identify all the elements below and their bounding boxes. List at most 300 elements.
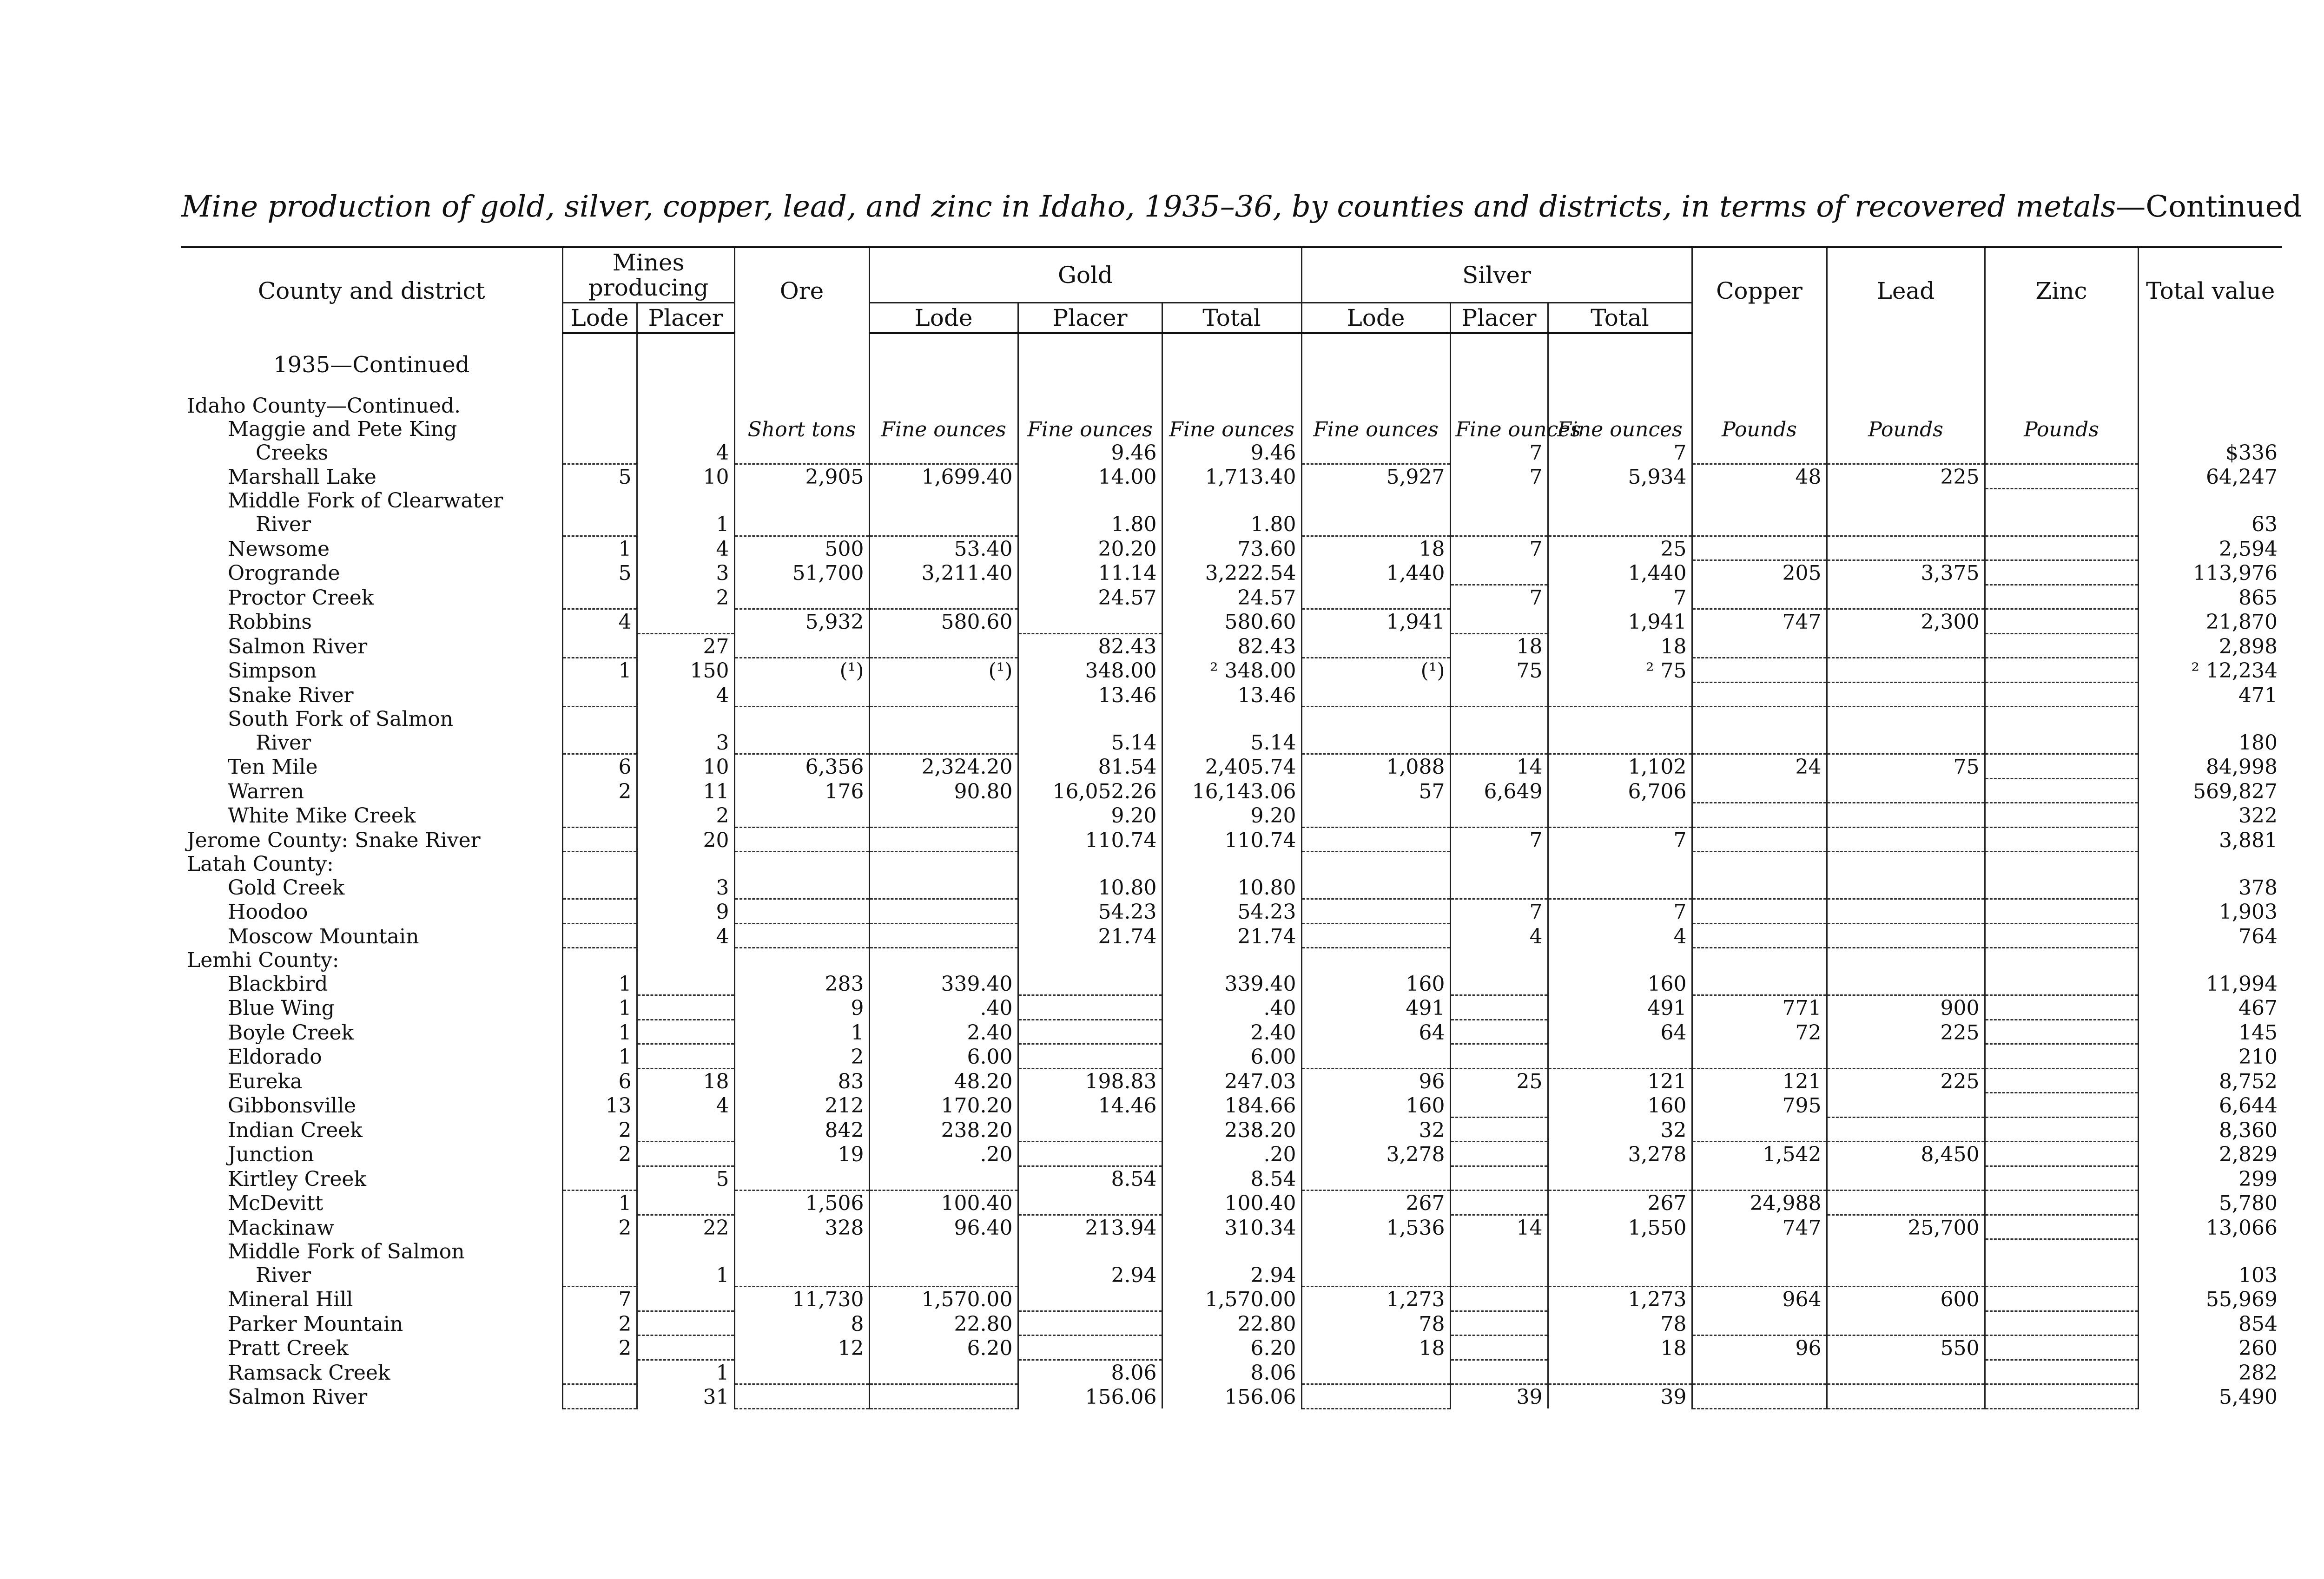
cell-ore <box>734 1263 869 1287</box>
district-name: Newsome <box>228 537 330 561</box>
cell-lead <box>1827 875 1985 899</box>
table-row <box>181 464 2282 489</box>
header-gold: Gold <box>869 247 1301 303</box>
cell-lead <box>1827 1191 1985 1215</box>
cell-silver-placer: 39 <box>1450 1384 1548 1409</box>
district-name: Junction <box>228 1143 314 1166</box>
table-row <box>181 972 2282 995</box>
cell-total-value: 322 <box>2138 803 2282 828</box>
cell-silver-lode <box>1301 682 1450 707</box>
cell-lead <box>1827 1117 1985 1142</box>
unit-label: Fine ounces <box>1548 417 1692 441</box>
cell-gold-lode: 170.20 <box>869 1093 1018 1118</box>
cell-gold-lode: 339.40 <box>869 972 1018 995</box>
cell-ore <box>734 923 869 948</box>
cell-gold-lode: 238.20 <box>869 1117 1018 1142</box>
cell-ore: 9 <box>734 995 869 1020</box>
cell-gold-lode: (¹) <box>869 658 1018 683</box>
cell-gold-placer <box>1018 1311 1162 1336</box>
cell-mines-placer: 3 <box>637 730 734 754</box>
cell-lead <box>1827 1093 1985 1118</box>
cell-gold-total: 22.80 <box>1162 1311 1301 1336</box>
district-name: Ten Mile <box>228 755 318 779</box>
cell-mines-lode: 4 <box>562 609 637 634</box>
cell-lead <box>1827 512 1985 536</box>
cell-total-value: 854 <box>2138 1311 2282 1336</box>
table-row <box>181 1093 2282 1118</box>
cell-gold-total: 2,405.74 <box>1162 754 1301 779</box>
unit-label: Fine ounces <box>869 417 1018 441</box>
cell-zinc <box>1985 1044 2138 1069</box>
cell-silver-total: 1,550 <box>1548 1215 1692 1239</box>
cell-silver-lode: 1,941 <box>1301 609 1450 634</box>
cell-mines-placer <box>637 1020 734 1044</box>
table-row <box>181 682 2282 707</box>
cell-silver-lode <box>1301 1263 1450 1287</box>
cell-silver-lode: 5,927 <box>1301 464 1450 489</box>
table-subheading-row <box>181 488 2282 512</box>
cell-silver-placer <box>1450 1336 1548 1360</box>
cell-gold-placer <box>1018 609 1162 634</box>
cell-gold-total: 9.20 <box>1162 803 1301 828</box>
table-row <box>181 1336 2282 1360</box>
cell-gold-total: 73.60 <box>1162 536 1301 560</box>
cell-zinc <box>1985 536 2138 560</box>
cell-mines-lode: 1 <box>562 1044 637 1069</box>
cell-gold-lode <box>869 441 1018 464</box>
district-name: Simpson <box>228 659 317 683</box>
cell-gold-lode <box>869 1166 1018 1191</box>
cell-copper: 24,988 <box>1692 1191 1827 1215</box>
cell-total-value: 8,360 <box>2138 1117 2282 1142</box>
cell-silver-lode <box>1301 1166 1450 1191</box>
cell-gold-placer <box>1018 1117 1162 1142</box>
cell-zinc <box>1985 827 2138 852</box>
cell-zinc <box>1985 899 2138 924</box>
table-row <box>181 633 2282 658</box>
cell-silver-lode: (¹) <box>1301 658 1450 683</box>
unit-label: Pounds <box>1827 417 1985 441</box>
cell-silver-lode: 267 <box>1301 1191 1450 1215</box>
header-total-value: Total value <box>2138 247 2282 333</box>
cell-gold-total: 8.06 <box>1162 1360 1301 1384</box>
cell-zinc <box>1985 609 2138 634</box>
cell-silver-lode: 1,273 <box>1301 1287 1450 1311</box>
cell-ore: 283 <box>734 972 869 995</box>
cell-ore <box>734 682 869 707</box>
table-row <box>181 827 2282 852</box>
cell-silver-lode <box>1301 803 1450 828</box>
cell-lead <box>1827 899 1985 924</box>
cell-silver-total: 1,273 <box>1548 1287 1692 1311</box>
cell-mines-lode <box>562 1263 637 1287</box>
cell-lead <box>1827 536 1985 560</box>
cell-copper <box>1692 1384 1827 1409</box>
cell-gold-placer: 54.23 <box>1018 899 1162 924</box>
table-subheading-row <box>181 948 2282 972</box>
cell-mines-placer <box>637 1287 734 1311</box>
cell-total-value: 84,998 <box>2138 754 2282 779</box>
cell-total-value: 210 <box>2138 1044 2282 1069</box>
table-row <box>181 1142 2282 1166</box>
cell-copper <box>1692 441 1827 464</box>
cell-copper <box>1692 658 1827 683</box>
table-row <box>181 512 2282 536</box>
cell-silver-placer <box>1450 1093 1548 1118</box>
cell-zinc <box>1985 658 2138 683</box>
cell-mines-placer: 1 <box>637 512 734 536</box>
cell-gold-total: 82.43 <box>1162 633 1301 658</box>
cell-gold-placer <box>1018 1044 1162 1069</box>
cell-mines-placer: 4 <box>637 441 734 464</box>
cell-silver-placer <box>1450 1191 1548 1215</box>
table-row <box>181 1044 2282 1069</box>
header-gold-total: Total <box>1162 303 1301 334</box>
cell-copper: 1,542 <box>1692 1142 1827 1166</box>
cell-lead <box>1827 803 1985 828</box>
cell-lead <box>1827 778 1985 803</box>
district-name: Latah County: <box>187 852 334 876</box>
cell-gold-placer: 24.57 <box>1018 585 1162 609</box>
cell-ore <box>734 803 869 828</box>
district-name: Blackbird <box>228 972 328 996</box>
cell-gold-total: 3,222.54 <box>1162 560 1301 585</box>
district-name: McDevitt <box>228 1191 324 1215</box>
cell-gold-total: 238.20 <box>1162 1117 1301 1142</box>
cell-silver-placer: 7 <box>1450 827 1548 852</box>
cell-gold-placer <box>1018 1142 1162 1166</box>
cell-lead: 550 <box>1827 1336 1985 1360</box>
cell-mines-placer: 11 <box>637 778 734 803</box>
unit-label: Fine ounces <box>1301 417 1450 441</box>
cell-gold-placer: 14.46 <box>1018 1093 1162 1118</box>
cell-silver-placer <box>1450 875 1548 899</box>
cell-gold-placer: 213.94 <box>1018 1215 1162 1239</box>
cell-silver-placer <box>1450 1117 1548 1142</box>
cell-silver-placer: 14 <box>1450 754 1548 779</box>
cell-gold-lode <box>869 512 1018 536</box>
cell-gold-placer: 11.14 <box>1018 560 1162 585</box>
cell-copper <box>1692 1263 1827 1287</box>
district-name: Indian Creek <box>228 1118 363 1142</box>
cell-silver-placer <box>1450 1166 1548 1191</box>
cell-lead <box>1827 1360 1985 1384</box>
cell-mines-lode: 2 <box>562 778 637 803</box>
cell-total-value: 5,780 <box>2138 1191 2282 1215</box>
cell-gold-total: 13.46 <box>1162 682 1301 707</box>
table-subheading-row <box>181 395 2282 418</box>
cell-gold-total: 21.74 <box>1162 923 1301 948</box>
cell-gold-placer <box>1018 972 1162 995</box>
cell-lead <box>1827 1044 1985 1069</box>
cell-silver-lode: 160 <box>1301 972 1450 995</box>
cell-lead: 25,700 <box>1827 1215 1985 1239</box>
cell-mines-lode <box>562 512 637 536</box>
cell-silver-total: 267 <box>1548 1191 1692 1215</box>
cell-gold-total: 100.40 <box>1162 1191 1301 1215</box>
cell-mines-lode: 1 <box>562 995 637 1020</box>
district-name: Pratt Creek <box>228 1336 349 1360</box>
cell-mines-placer: 10 <box>637 464 734 489</box>
cell-lead <box>1827 658 1985 683</box>
cell-gold-lode <box>869 827 1018 852</box>
cell-gold-lode: 53.40 <box>869 536 1018 560</box>
header-mines: Mines producing <box>562 247 734 303</box>
cell-silver-placer <box>1450 560 1548 585</box>
cell-silver-lode: 32 <box>1301 1117 1450 1142</box>
cell-silver-placer <box>1450 995 1548 1020</box>
cell-zinc <box>1985 1287 2138 1311</box>
cell-lead: 75 <box>1827 754 1985 779</box>
cell-silver-total <box>1548 1166 1692 1191</box>
district-name: River <box>256 730 311 755</box>
cell-mines-placer: 5 <box>637 1166 734 1191</box>
cell-ore: 6,356 <box>734 754 869 779</box>
cell-mines-placer <box>637 995 734 1020</box>
cell-ore: 500 <box>734 536 869 560</box>
cell-gold-lode <box>869 923 1018 948</box>
table-row <box>181 1311 2282 1336</box>
district-name: Snake River <box>228 683 354 707</box>
cell-total-value: 2,898 <box>2138 633 2282 658</box>
table-row <box>181 658 2282 683</box>
header-lead: Lead <box>1827 247 1985 333</box>
cell-gold-lode: 6.00 <box>869 1044 1018 1069</box>
cell-gold-placer <box>1018 1191 1162 1215</box>
cell-lead <box>1827 1166 1985 1191</box>
cell-mines-placer: 1 <box>637 1263 734 1287</box>
cell-gold-placer: 81.54 <box>1018 754 1162 779</box>
cell-ore <box>734 441 869 464</box>
table-row <box>181 609 2282 634</box>
cell-gold-placer: 198.83 <box>1018 1068 1162 1093</box>
cell-gold-total: 156.06 <box>1162 1384 1301 1409</box>
cell-mines-placer: 27 <box>637 633 734 658</box>
cell-mines-placer <box>637 1191 734 1215</box>
unit-label: Fine ounces <box>1162 417 1301 441</box>
cell-mines-placer: 3 <box>637 875 734 899</box>
cell-mines-lode <box>562 827 637 852</box>
cell-silver-lode: 1,088 <box>1301 754 1450 779</box>
cell-gold-total: 54.23 <box>1162 899 1301 924</box>
cell-gold-total: 2.94 <box>1162 1263 1301 1287</box>
table-row <box>181 1263 2282 1287</box>
district-name: Hoodoo <box>228 900 308 924</box>
cell-gold-lode: 2,324.20 <box>869 754 1018 779</box>
cell-gold-placer: 13.46 <box>1018 682 1162 707</box>
cell-gold-lode: 100.40 <box>869 1191 1018 1215</box>
table-row <box>181 995 2282 1020</box>
cell-silver-placer <box>1450 609 1548 634</box>
cell-mines-placer: 10 <box>637 754 734 779</box>
cell-mines-lode: 1 <box>562 1020 637 1044</box>
cell-zinc <box>1985 1384 2138 1409</box>
cell-total-value: 11,994 <box>2138 972 2282 995</box>
district-name: Kirtley Creek <box>228 1167 367 1191</box>
district-name: River <box>256 1263 311 1287</box>
cell-silver-placer <box>1450 512 1548 536</box>
cell-total-value: 103 <box>2138 1263 2282 1287</box>
cell-gold-placer: 10.80 <box>1018 875 1162 899</box>
cell-gold-total: .40 <box>1162 995 1301 1020</box>
cell-mines-lode <box>562 730 637 754</box>
cell-silver-placer <box>1450 1044 1548 1069</box>
table-body <box>181 333 2282 1408</box>
cell-total-value: 764 <box>2138 923 2282 948</box>
cell-mines-lode: 6 <box>562 754 637 779</box>
cell-silver-placer: 7 <box>1450 899 1548 924</box>
cell-silver-placer <box>1450 1263 1548 1287</box>
production-table <box>181 246 2282 1409</box>
cell-silver-placer: 7 <box>1450 536 1548 560</box>
cell-copper <box>1692 899 1827 924</box>
cell-copper: 121 <box>1692 1068 1827 1093</box>
cell-silver-placer: 25 <box>1450 1068 1548 1093</box>
cell-mines-lode: 1 <box>562 536 637 560</box>
cell-copper <box>1692 827 1827 852</box>
cell-copper: 747 <box>1692 1215 1827 1239</box>
unit-label: Pounds <box>1985 417 2138 441</box>
cell-gold-lode: 3,211.40 <box>869 560 1018 585</box>
table-row <box>181 803 2282 828</box>
district-name: White Mike Creek <box>228 804 416 828</box>
cell-ore <box>734 899 869 924</box>
cell-mines-placer: 31 <box>637 1384 734 1409</box>
cell-zinc <box>1985 1117 2138 1142</box>
cell-total-value: 6,644 <box>2138 1093 2282 1118</box>
cell-mines-lode <box>562 441 637 464</box>
cell-total-value: 3,881 <box>2138 827 2282 852</box>
cell-zinc <box>1985 1336 2138 1360</box>
cell-silver-total: 78 <box>1548 1311 1692 1336</box>
cell-gold-lode: .40 <box>869 995 1018 1020</box>
cell-total-value: 467 <box>2138 995 2282 1020</box>
cell-total-value: 260 <box>2138 1336 2282 1360</box>
cell-mines-lode: 1 <box>562 972 637 995</box>
cell-gold-lode: 96.40 <box>869 1215 1018 1239</box>
cell-total-value: 13,066 <box>2138 1215 2282 1239</box>
cell-gold-total: .20 <box>1162 1142 1301 1166</box>
cell-mines-lode <box>562 1360 637 1384</box>
cell-copper <box>1692 633 1827 658</box>
cell-silver-lode <box>1301 827 1450 852</box>
cell-silver-lode <box>1301 1360 1450 1384</box>
cell-gold-lode: 580.60 <box>869 609 1018 634</box>
cell-zinc <box>1985 1311 2138 1336</box>
table-row <box>181 1384 2282 1409</box>
cell-gold-total: 580.60 <box>1162 609 1301 634</box>
table-caption <box>181 190 2302 224</box>
cell-copper: 24 <box>1692 754 1827 779</box>
section-label: 1935—Continued <box>273 351 470 378</box>
cell-mines-lode <box>562 1384 637 1409</box>
table-row <box>181 1215 2282 1239</box>
cell-ore <box>734 1360 869 1384</box>
cell-silver-total: 7 <box>1548 827 1692 852</box>
cell-total-value: 2,829 <box>2138 1142 2282 1166</box>
cell-gold-total: 9.46 <box>1162 441 1301 464</box>
cell-ore: 328 <box>734 1215 869 1239</box>
cell-silver-lode <box>1301 875 1450 899</box>
cell-copper <box>1692 778 1827 803</box>
cell-silver-placer: 7 <box>1450 441 1548 464</box>
header-silver: Silver <box>1301 247 1692 303</box>
cell-silver-placer: 6,649 <box>1450 778 1548 803</box>
cell-ore: 12 <box>734 1336 869 1360</box>
header-silver-lode: Lode <box>1301 303 1450 334</box>
district-name: Gibbonsville <box>228 1094 357 1118</box>
district-name: Blue Wing <box>228 996 335 1020</box>
cell-silver-lode: 57 <box>1301 778 1450 803</box>
cell-lead <box>1827 1384 1985 1409</box>
table-row <box>181 585 2282 609</box>
cell-silver-lode: 64 <box>1301 1020 1450 1044</box>
cell-total-value: 180 <box>2138 730 2282 754</box>
cell-total-value: 2,594 <box>2138 536 2282 560</box>
cell-mines-lode <box>562 875 637 899</box>
cell-mines-placer: 22 <box>637 1215 734 1239</box>
cell-silver-total <box>1548 1360 1692 1384</box>
header-silver-placer: Placer <box>1450 303 1548 334</box>
cell-zinc <box>1985 923 2138 948</box>
cell-ore: 1,506 <box>734 1191 869 1215</box>
cell-copper <box>1692 512 1827 536</box>
district-name: Middle Fork of Salmon <box>228 1239 465 1263</box>
table-row <box>181 730 2282 754</box>
district-name: Orogrande <box>228 561 340 585</box>
cell-gold-placer <box>1018 1287 1162 1311</box>
cell-lead: 225 <box>1827 1068 1985 1093</box>
cell-copper: 964 <box>1692 1287 1827 1311</box>
cell-copper: 96 <box>1692 1336 1827 1360</box>
table-row <box>181 754 2282 779</box>
cell-lead <box>1827 585 1985 609</box>
table-row <box>181 1166 2282 1191</box>
cell-silver-total: 1,941 <box>1548 609 1692 634</box>
cell-mines-lode: 1 <box>562 658 637 683</box>
cell-total-value: 569,827 <box>2138 778 2282 803</box>
cell-mines-lode: 2 <box>562 1215 637 1239</box>
cell-mines-lode: 5 <box>562 464 637 489</box>
cell-gold-placer: 9.46 <box>1018 441 1162 464</box>
cell-mines-placer <box>637 1336 734 1360</box>
table-row <box>181 441 2282 464</box>
cell-silver-placer: 75 <box>1450 658 1548 683</box>
cell-mines-placer <box>637 1117 734 1142</box>
cell-ore: (¹) <box>734 658 869 683</box>
caption-suffix: —Continued <box>2116 190 2302 224</box>
cell-silver-total <box>1548 875 1692 899</box>
table-row <box>181 875 2282 899</box>
cell-ore <box>734 633 869 658</box>
cell-gold-lode <box>869 1384 1018 1409</box>
cell-gold-placer: 16,052.26 <box>1018 778 1162 803</box>
district-name: Warren <box>228 779 304 803</box>
cell-zinc <box>1985 803 2138 828</box>
cell-silver-lode: 160 <box>1301 1093 1450 1118</box>
cell-copper: 48 <box>1692 464 1827 489</box>
cell-silver-lode <box>1301 1384 1450 1409</box>
cell-gold-lode <box>869 682 1018 707</box>
cell-zinc <box>1985 778 2138 803</box>
cell-gold-total: 24.57 <box>1162 585 1301 609</box>
cell-lead <box>1827 827 1985 852</box>
cell-gold-placer <box>1018 1336 1162 1360</box>
cell-mines-lode: 2 <box>562 1142 637 1166</box>
cell-mines-lode: 6 <box>562 1068 637 1093</box>
cell-silver-placer <box>1450 972 1548 995</box>
cell-ore: 8 <box>734 1311 869 1336</box>
